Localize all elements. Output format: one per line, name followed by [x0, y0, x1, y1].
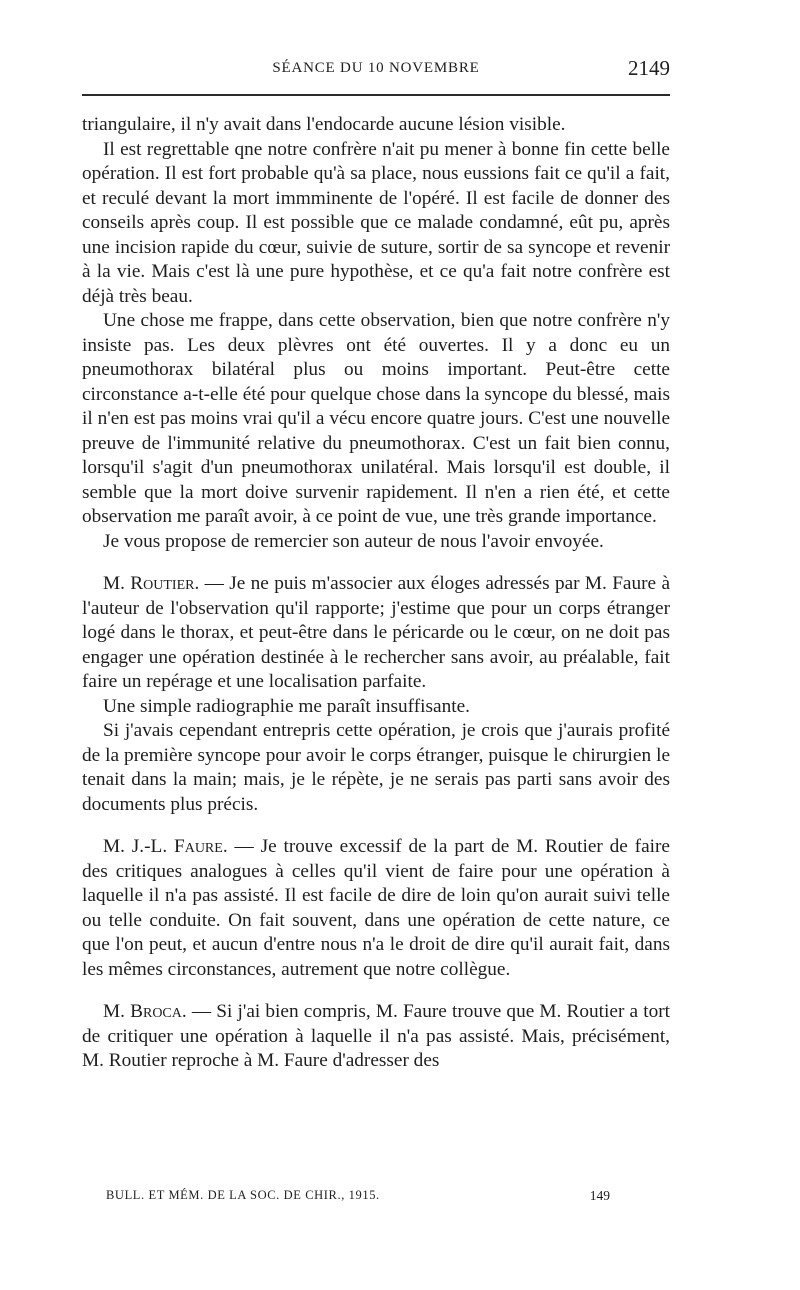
speech-text: — Je ne puis m'associer aux éloges adressés par M. Faure à l'auteur de l'observation qu'il rapporte; j'estime que pour un corps étranger logé dans le thorax, et peut-être dans le péricarde ou le cœur, on ne doit pas engager une opération destinée à le rechercher sans avoir, au préalable, fait faire un repérage et une localisation parfaite. [82, 573, 670, 692]
speaker-name: M. J.-L. Faure. [103, 836, 228, 857]
speaker-name: M. Broca. [103, 1001, 187, 1022]
header-rule [82, 94, 670, 96]
page-number: 2149 [628, 56, 670, 80]
running-header [82, 56, 670, 86]
paragraph: Une chose me frappe, dans cette observation, bien que notre confrère n'y insiste pas. Les deux plèvres ont été ouvertes. Il y a donc eu un pneumothorax bilatéral plus ou moins important. Peut-être cette circonstance a-t-elle été pour quelque chose dans la syncope du blessé, mais il n'en est pas moins vrai qu'il a vécu encore quatre jours. C'est une nouvelle preuve de l'immunité relative du pneumothorax. C'est un fait bien connu, lorsqu'il s'agit d'un pneumothorax unilatéral. Mais lorsqu'il est double, il semble que la mort doive survenir rapidement. Il n'en a rien été, et cette observation me paraît avoir, à ce point de vue, une très grande importance. [82, 310, 670, 527]
speaker-paragraph [82, 1000, 670, 1074]
paragraph: Il est regrettable qne notre confrère n'ait pu mener à bonne fin cette belle opération. Il est fort probable qu'à sa place, nous eussions fait ce qu'il a fait, et reculé devant la mort immminente de l'opéré. Il est facile de donner des conseils après coup. Il est possible que ce malade condamné, eût pu, après une incision rapide du cœur, suivie de suture, sortir de sa syncope et revenir à la vie. Mais c'est là une pure hypothèse, et ce qu'a fait notre confrère est déjà très beau. [82, 138, 670, 307]
speaker-paragraph [82, 835, 670, 982]
speech-text: — Je trouve excessif de la part de M. Routier de faire des critiques analogues à celles qu'il vient de faire pour une opération à laquelle il n'a pas assisté. Il est facile de dire de loin qu'on aurait suivi telle ou telle conduite. On fait souvent, dans une opération de cette nature, ce que l'on peut, et aucun d'entre nous n'a le droit de dire qu'il aurait fait, dans les mêmes circonstances, autrement que notre collègue. [82, 836, 670, 980]
paragraph: triangulaire, il n'y avait dans l'endocarde aucune lésion visible. [82, 114, 566, 135]
signature-mark: 149 [589, 1188, 610, 1203]
header-title: SÉANCE DU 10 NOVEMBRE [272, 60, 480, 76]
paragraph: Une simple radiographie me paraît insuffisante. [103, 695, 470, 717]
journal-citation: BULL. ET MÉM. DE LA SOC. DE CHIR., 1915. [106, 1188, 380, 1202]
speech-text: — Si j'ai bien compris, M. Faure trouve que M. Routier a tort de critiquer une opération à laquelle il n'a pas assisté. Mais, précisément, M. Routier reproche à M. Faure d'adresser des [82, 1001, 670, 1071]
paragraph: Si j'avais cependant entrepris cette opération, je crois que j'aurais profité de la première syncope pour avoir le corps étranger, puisque le chirurgien le tenait dans la main; mais, je le répète, je ne serais pas parti sans avoir des documents plus précis. [82, 720, 670, 815]
speaker-paragraph [82, 572, 670, 695]
footer [106, 1188, 610, 1210]
paragraph: Je vous propose de remercier son auteur de nous l'avoir envoyée. [103, 530, 604, 552]
body-text [82, 113, 670, 1074]
speaker-name: M. Routier. [103, 573, 200, 594]
